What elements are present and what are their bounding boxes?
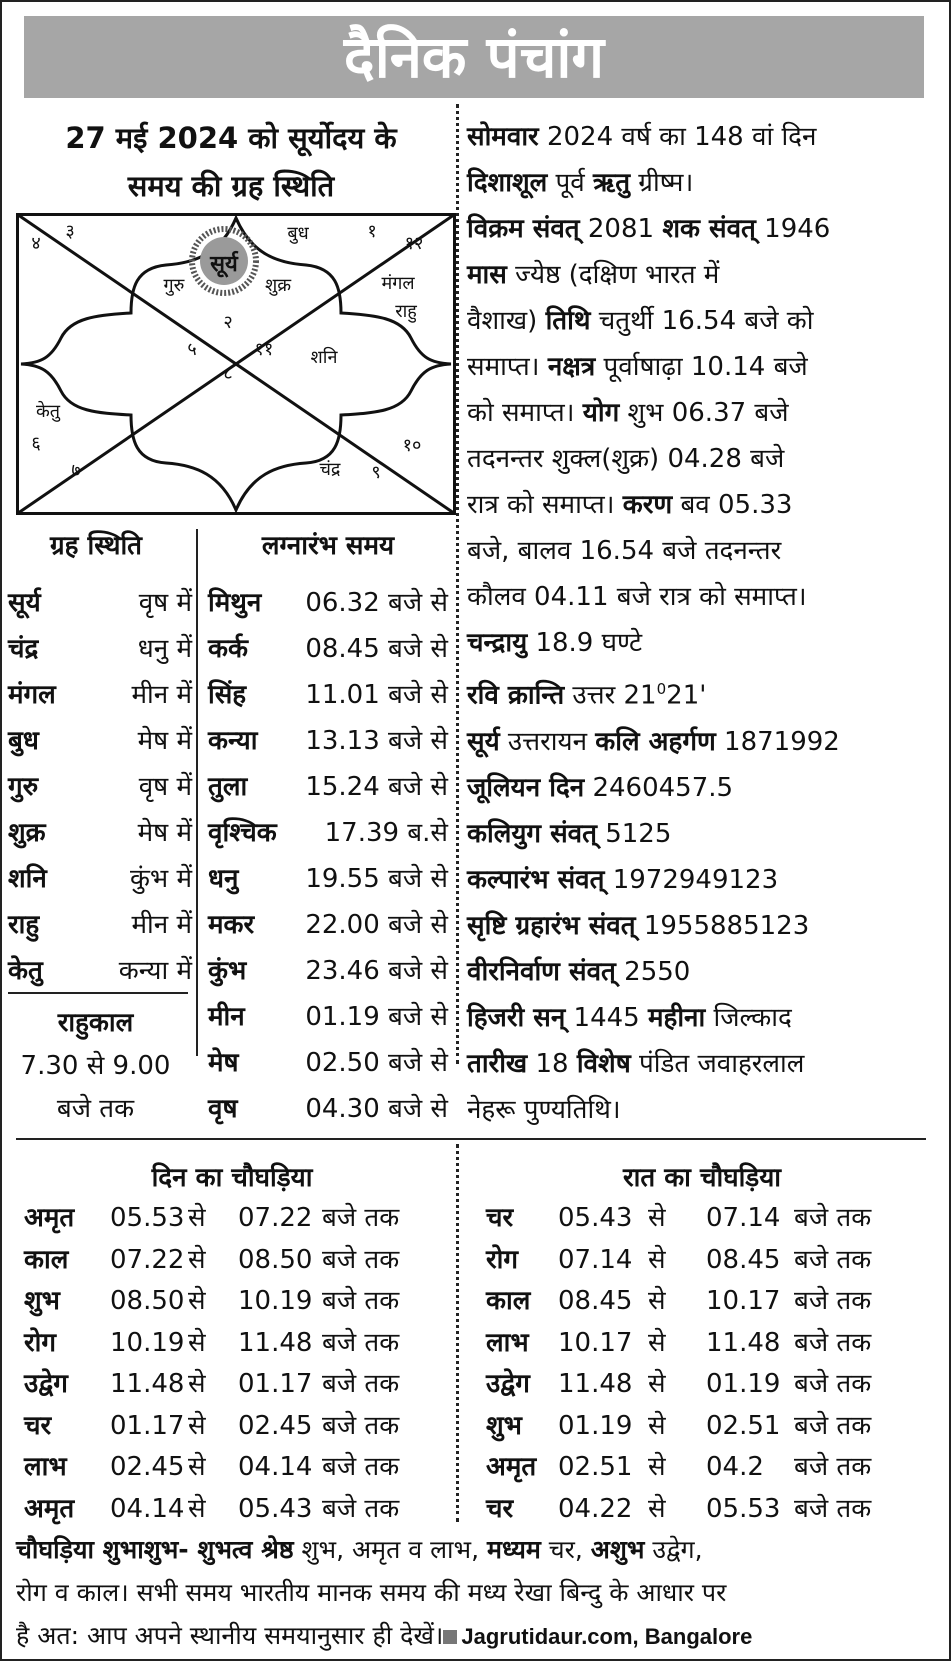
choghadiya-name: अमृत	[24, 1203, 75, 1233]
lagna-time: 17.39 ब.से	[324, 818, 448, 848]
planet-rahu: राहु	[395, 301, 417, 322]
lagna-row	[208, 810, 448, 856]
choghadiya-start: 02.45	[110, 1452, 185, 1482]
planet-rashi: वृष में	[138, 588, 192, 618]
choghadiya-name: लाभ	[24, 1452, 67, 1482]
lagna-row	[208, 580, 448, 626]
choghadiya-end: 10.19	[238, 1286, 313, 1316]
house-2: २	[223, 312, 233, 333]
choghadiya-start: 10.19	[110, 1327, 185, 1358]
planet-rashi: कुंभ में	[129, 864, 192, 894]
lagna-rashi: कर्क	[208, 634, 248, 664]
choghadiya-row	[2, 1322, 951, 1364]
lagna-row	[208, 764, 448, 810]
lagna-rashi: तुला	[208, 772, 248, 802]
choghadiya-name: शुभ	[24, 1286, 60, 1316]
choghadiya-row	[2, 1446, 951, 1488]
lagna-rashi: मकर	[208, 910, 255, 940]
kundli-chart	[16, 213, 456, 515]
graha-row	[8, 856, 192, 902]
choghadiya-tak: बजे तक	[322, 1286, 400, 1316]
graha-row	[8, 672, 192, 718]
lagna-row	[208, 626, 448, 672]
lagna-row	[208, 902, 448, 948]
planet-rashi: मीन में	[131, 680, 192, 710]
choghadiya-se: से	[188, 1286, 206, 1316]
lagna-time: 11.01 बजे से	[305, 680, 448, 710]
choghadiya-se: से	[648, 1327, 666, 1358]
choghadiya-end: 02.45	[238, 1410, 313, 1441]
choghadiya-name: चर	[24, 1410, 52, 1441]
choghadiya-name: उद्वेग	[24, 1369, 68, 1399]
table-divider	[196, 529, 198, 1056]
choghadiya-se: से	[188, 1244, 206, 1275]
graha-row	[8, 764, 192, 810]
choghadiya-tak: बजे तक	[322, 1452, 400, 1482]
planet-name: बुध	[8, 726, 39, 756]
choghadiya-name: अमृत	[486, 1452, 537, 1482]
choghadiya-row	[2, 1280, 951, 1322]
choghadiya-start: 01.19	[558, 1410, 633, 1441]
choghadiya-name: अमृत	[24, 1493, 75, 1524]
planet-name: केतु	[8, 956, 43, 986]
choghadiya-end: 08.50	[238, 1244, 313, 1275]
lagna-time: 08.45 बजे से	[305, 634, 448, 664]
planet-position-title: 27 मई 2024 को सूर्योदय के समय की ग्रह स्थिति	[65, 121, 397, 203]
choghadiya-se: से	[648, 1244, 666, 1275]
planet-name: शुक्र	[8, 818, 46, 848]
brand-credit: Jagrutidaur.com, Bangalore	[461, 1624, 753, 1649]
graha-row	[8, 902, 192, 948]
choghadiya-tak: बजे तक	[794, 1327, 872, 1358]
choghadiya-end: 07.14	[706, 1203, 781, 1233]
lagna-time: 01.19 बजे से	[305, 1002, 448, 1032]
lagna-row	[208, 1040, 448, 1086]
planet-rashi: कन्या में	[118, 956, 192, 986]
choghadiya-tak: बजे तक	[322, 1410, 400, 1441]
choghadiya-end: 05.53	[706, 1493, 781, 1524]
choghadiya-end: 10.17	[706, 1286, 781, 1316]
lagna-row	[208, 856, 448, 902]
planet-rashi: वृष में	[138, 772, 192, 802]
lagna-time: 22.00 बजे से	[305, 910, 448, 940]
choghadiya-end: 11.48	[706, 1327, 781, 1358]
planet-name: शनि	[8, 864, 47, 894]
planet-name: मंगल	[8, 680, 56, 710]
graha-row	[8, 626, 192, 672]
planet-name: सूर्य	[8, 588, 41, 618]
graha-row	[8, 718, 192, 764]
choghadiya-end: 04.2	[706, 1452, 764, 1482]
choghadiya-end: 01.17	[238, 1369, 313, 1399]
choghadiya-row	[2, 1197, 951, 1239]
choghadiya-row	[2, 1405, 951, 1447]
choghadiya-tak: बजे तक	[794, 1369, 872, 1399]
planet-mangal: मंगल	[381, 273, 415, 294]
rahukaal-box: राहुकाल 7.30 से 9.00 बजे तक	[20, 1008, 171, 1124]
choghadiya-tak: बजे तक	[322, 1203, 400, 1233]
choghadiya-row	[2, 1239, 951, 1281]
house-3: ३	[65, 221, 75, 242]
choghadiya-start: 01.17	[110, 1410, 185, 1441]
planet-rashi: मेष में	[137, 726, 192, 756]
choghadiya-se: से	[188, 1203, 206, 1233]
lagna-rashi: सिंह	[208, 680, 247, 710]
lagna-row	[208, 1086, 448, 1132]
lagna-time: 19.55 बजे से	[305, 864, 448, 894]
choghadiya-start: 05.53	[110, 1203, 185, 1233]
lagna-time: 15.24 बजे से	[305, 772, 448, 802]
planet-rashi: मीन में	[131, 910, 192, 940]
lagna-rashi: मेष	[208, 1048, 239, 1078]
choghadiya-tak: बजे तक	[794, 1203, 872, 1233]
choghadiya-start: 11.48	[558, 1369, 633, 1399]
choghadiya-start: 04.22	[558, 1493, 633, 1524]
choghadiya-name: शुभ	[486, 1410, 522, 1441]
choghadiya-tak: बजे तक	[794, 1493, 872, 1524]
lagna-row	[208, 994, 448, 1040]
choghadiya-row	[2, 1488, 951, 1530]
choghadiya-name: रोग	[24, 1327, 57, 1358]
choghadiya-tak: बजे तक	[794, 1452, 872, 1482]
house-5: ५	[187, 339, 197, 360]
planet-rashi: मेष में	[137, 818, 192, 848]
choghadiya-tak: बजे तक	[322, 1327, 400, 1358]
lagna-time: 04.30 बजे से	[305, 1094, 448, 1124]
graha-row	[8, 810, 192, 856]
choghadiya-name: काल	[24, 1244, 69, 1275]
planet-name: गुरु	[8, 772, 39, 802]
planet-rashi: धनु में	[137, 634, 192, 664]
choghadiya-start: 10.17	[558, 1327, 633, 1358]
choghadiya-tak: बजे तक	[322, 1369, 400, 1399]
planet-guru: गुरु	[163, 275, 185, 296]
night-choghadiya-heading: रात का चौघड़िया	[622, 1163, 782, 1193]
house-6: ६	[31, 433, 41, 454]
page-title: दैनिक पंचांग	[24, 16, 924, 98]
lagna-row	[208, 718, 448, 764]
choghadiya-se: से	[648, 1493, 666, 1524]
lagna-rashi: मीन	[208, 1002, 245, 1032]
graha-row	[8, 948, 192, 994]
lagna-rashi: धनु	[208, 864, 239, 894]
choghadiya-se: से	[188, 1327, 206, 1358]
choghadiya-se: से	[648, 1369, 666, 1399]
choghadiya-end: 04.14	[238, 1452, 313, 1482]
choghadiya-start: 04.14	[110, 1493, 185, 1524]
choghadiya-start: 07.22	[110, 1244, 185, 1275]
dotted-divider-top	[456, 104, 459, 1064]
house-8: ८	[223, 363, 233, 384]
footer-note: चौघड़िया शुभाशुभ- शुभत्व श्रेष्ठ शुभ, अमृत व लाभ, मध्यम चर, अशुभ उद्वेग, रोग व काल। सभी समय भारतीय मानक समय की मध्य रेखा बिन्दु के आधार पर है अत: आप अपने स्थानीय समयानुसार ही देखें। Jagrutidaur.com, Bangalore	[16, 1535, 753, 1650]
choghadiya-end: 05.43	[238, 1493, 313, 1524]
choghadiya-start: 02.51	[558, 1452, 633, 1482]
planet-name: चंद्र	[8, 634, 39, 664]
choghadiya-se: से	[188, 1493, 206, 1524]
lagna-time: 13.13 बजे से	[305, 726, 448, 756]
choghadiya-start: 05.43	[558, 1203, 633, 1233]
house-10: १०	[402, 435, 422, 456]
choghadiya-se: से	[188, 1410, 206, 1441]
choghadiya-name: लाभ	[486, 1327, 529, 1358]
choghadiya-se: से	[188, 1369, 206, 1399]
choghadiya-se: से	[648, 1410, 666, 1441]
choghadiya-name: रोग	[486, 1244, 519, 1275]
choghadiya-tak: बजे तक	[794, 1410, 872, 1441]
square-icon	[443, 1630, 457, 1644]
choghadiya-se: से	[648, 1452, 666, 1482]
choghadiya-tak: बजे तक	[794, 1244, 872, 1275]
choghadiya-end: 08.45	[706, 1244, 781, 1275]
house-4: ४	[31, 233, 41, 254]
lagna-rashi: कन्या	[208, 726, 258, 756]
lagna-time: 23.46 बजे से	[305, 956, 448, 986]
choghadiya-tak: बजे तक	[794, 1286, 872, 1316]
choghadiya-end: 07.22	[238, 1203, 313, 1233]
choghadiya-end: 02.51	[706, 1410, 781, 1441]
planet-budh: बुध	[287, 223, 309, 244]
house-12: १२	[404, 233, 424, 254]
choghadiya-tak: बजे तक	[322, 1493, 400, 1524]
choghadiya-start: 08.45	[558, 1286, 633, 1316]
choghadiya-name: काल	[486, 1286, 531, 1316]
planet-ketu: केतु	[35, 401, 61, 422]
lagna-rashi: मिथुन	[208, 588, 262, 618]
section-divider	[16, 1138, 926, 1140]
graha-sthiti-heading: ग्रह स्थिति	[49, 531, 143, 561]
house-9: ९	[371, 462, 381, 483]
panchang-details: सोमवार 2024 वर्ष का 148 वां दिन दिशाशूल पूर्व ऋतु ग्रीष्म। विक्रम संवत् 2081 शक संवत् 1946 मास ज्येष्ठ (दक्षिण भारत में वैशाख) तिथि चतुर्थी 16.54 बजे को समाप्त। नक्षत्र पूर्वाषाढ़ा 10.14 बजे को समाप्त। योग शुभ 06.37 बजे तदनन्तर शुक्ल(शुक्र) 04.28 बजे रात्र को समाप्त। करण बव 05.33 बजे, बालव 16.54 बजे तदनन्तर कौलव 04.11 बजे रात्र को समाप्त। चन्द्रायु 18.9 घण्टे रवि क्रान्ति उत्तर $21^021'$ सूर्य उत्तरायन कलि अहर्गण 1871992 जूलियन दिन 2460457.5 कलियुग संवत् 5125 कल्पारंभ संवत् 1972949123 सृष्टि ग्रहारंभ संवत् 1955885123 वीरनिर्वाण संवत् 2550 हिजरी सन् 1445 महीना जिल्काद तारीख 18 विशेष पंडित जवाहरलाल नेहरू पुण्यतिथि।	[467, 122, 840, 1125]
lagna-rashi: कुंभ	[208, 956, 247, 986]
lagna-rashi: वृष	[208, 1094, 238, 1124]
lagna-time: 02.50 बजे से	[305, 1048, 448, 1078]
house-1: १	[367, 221, 377, 242]
choghadiya-name: उद्वेग	[486, 1369, 530, 1399]
choghadiya-start: 08.50	[110, 1286, 185, 1316]
planet-chandra: चंद्र	[319, 459, 341, 480]
choghadiya-name: चर	[486, 1203, 514, 1233]
choghadiya-se: से	[648, 1286, 666, 1316]
choghadiya-tak: बजे तक	[322, 1244, 400, 1275]
house-11: ११	[254, 339, 274, 360]
choghadiya-start: 07.14	[558, 1244, 633, 1275]
day-choghadiya-heading: दिन का चौघड़िया	[151, 1163, 313, 1193]
planet-shukra: शुक्र	[264, 275, 292, 296]
planet-shani: शनि	[310, 347, 338, 368]
choghadiya-name: चर	[486, 1493, 514, 1524]
lagna-row	[208, 948, 448, 994]
graha-row	[8, 580, 192, 626]
choghadiya-end: 11.48	[238, 1327, 313, 1358]
choghadiya-row	[2, 1363, 951, 1405]
house-7: ७	[71, 460, 81, 481]
lagna-rashi: वृश्चिक	[208, 818, 277, 848]
lagna-time: 06.32 बजे से	[305, 588, 448, 618]
lagna-row	[208, 672, 448, 718]
planet-surya: सूर्य	[210, 252, 238, 277]
choghadiya-end: 01.19	[706, 1369, 781, 1399]
choghadiya-start: 11.48	[110, 1369, 185, 1399]
choghadiya-se: से	[648, 1203, 666, 1233]
planet-name: राहु	[8, 910, 40, 940]
choghadiya-se: से	[188, 1452, 206, 1482]
lagna-heading: लग्नारंभ समय	[261, 531, 395, 561]
